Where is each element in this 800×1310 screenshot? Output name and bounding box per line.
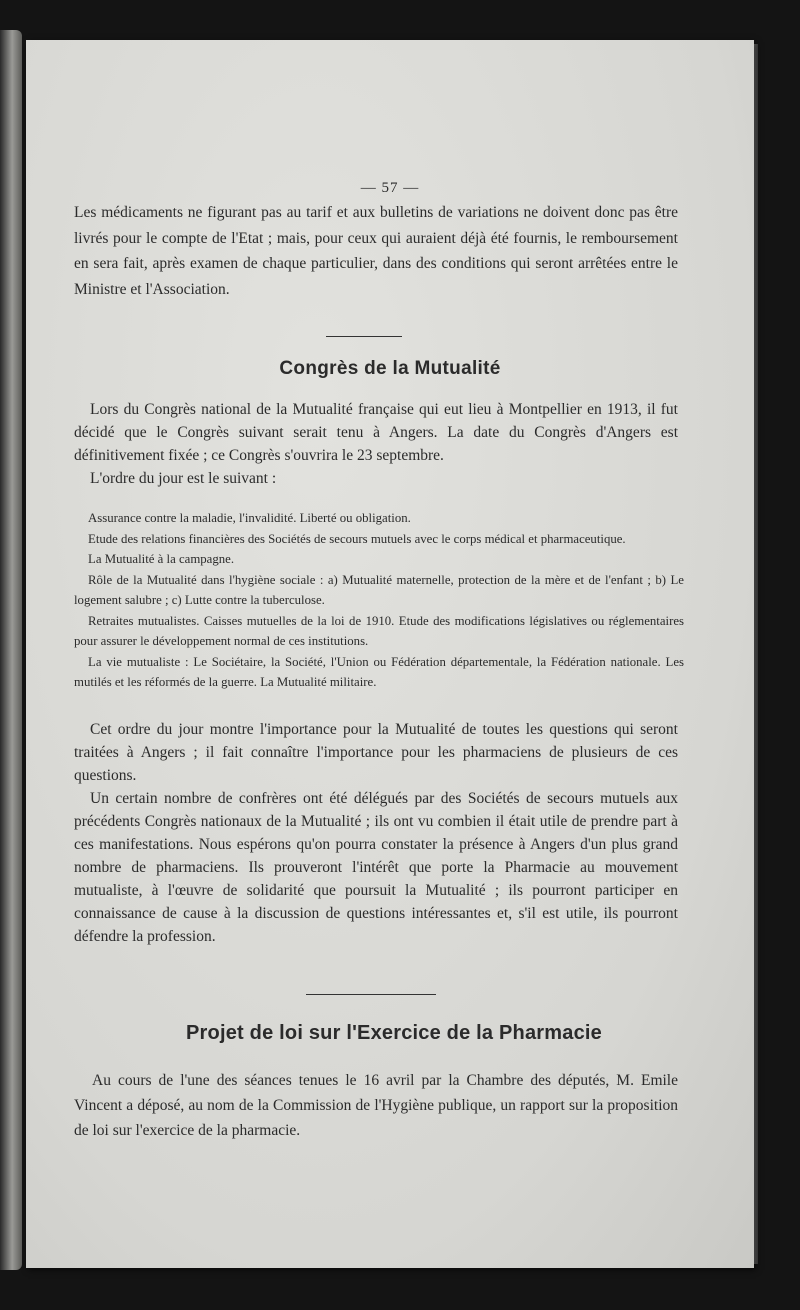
paragraph: Au cours de l'une des séances tenues le 16 avril par la Chambre des députés, M. Emile Vincent a déposé, au nom de la Commission de l'Hygiène publique, un rapport sur la proposition de loi sur l'exercice de la pharmacie. (74, 1072, 678, 1139)
paragraph: Lors du Congrès national de la Mutualité française qui eut lieu à Montpellier en 1913, il fut décidé que le Congrès suivant serait tenu à Angers. La date du Congrès d'Angers est définitivement fixée ; ce Congrès s'ouvrira le 23 septembre. (74, 401, 678, 464)
paragraph: Un certain nombre de confrères ont été délégués par des Sociétés de secours mutuels aux précédents Congrès nationaux de la Mutualité ; ils ont vu combien il était utile de prendre part à ces manifestations. Nous espérons qu'on pourra constater la présence à Angers d'un plus grand nombre de pharmaciens. Ils prouveront l'intérêt que porte la Pharmacie au mouvement mutualiste, à l'œuvre de solidarité que poursuit la Mutualité ; ils pourront participer en connaissance de cause à la discussion de questions intéressantes et, s'il est utile, ils pourront défendre la profession. (74, 790, 678, 945)
paragraph: Cet ordre du jour montre l'importance pour la Mutualité de toutes les questions qui seront traitées à Angers ; il fait connaître l'importance pour les pharmaciens de plusieurs de ces questions. (74, 721, 678, 784)
agenda-item: Retraites mutualistes. Caisses mutuelles de la loi de 1910. Etude des modifications législatives ou réglementaires pour assurer le développement normal de ces institutions. (74, 613, 684, 648)
agenda-item: Assurance contre la maladie, l'invalidité. Liberté ou obligation. (88, 511, 411, 525)
section-heading: Projet de loi sur l'Exercice de la Pharmacie (186, 1022, 602, 1044)
agenda-item: Rôle de la Mutualité dans l'hygiène sociale : a) Mutualité maternelle, protection de la mère et de l'enfant ; b) Le logement salubre ; c) Lutte contre la tuberculose. (74, 572, 684, 607)
congress-intro (74, 398, 678, 490)
agenda-item: Etude des relations financières des Sociétés de secours mutuels avec le corps médical et pharmaceutique. (88, 531, 626, 546)
page-number: — 57 — (360, 180, 420, 196)
agenda-item: La vie mutualiste : Le Sociétaire, la Société, l'Union ou Fédération départementale, la Fédération nationale. Les mutilés et les réformés de la guerre. La Mutualité militaire. (74, 654, 684, 689)
section-heading: Congrès de la Mutualité (279, 358, 501, 379)
paragraph: L'ordre du jour est le suivant : (90, 470, 277, 487)
paragraph: Les médicaments ne figurant pas au tarif et aux bulletins de variations ne doivent donc pas être livrés pour le compte de l'Etat ; mais, pour ceux qui auraient déjà été fournis, le remboursement en sera fait, après examen de chaque particulier, dans des conditions qui seront arrêtées entre le Ministre et l'Association. (74, 204, 678, 298)
intro-section (74, 200, 678, 302)
agenda-item: La Mutualité à la campagne. (88, 552, 235, 566)
congress-discussion (74, 718, 678, 948)
book-spine (0, 30, 22, 1270)
agenda-list (74, 508, 684, 693)
law-project-section (74, 1068, 678, 1143)
document-page (26, 40, 754, 1268)
section-divider (306, 994, 436, 995)
section-divider (326, 336, 402, 337)
